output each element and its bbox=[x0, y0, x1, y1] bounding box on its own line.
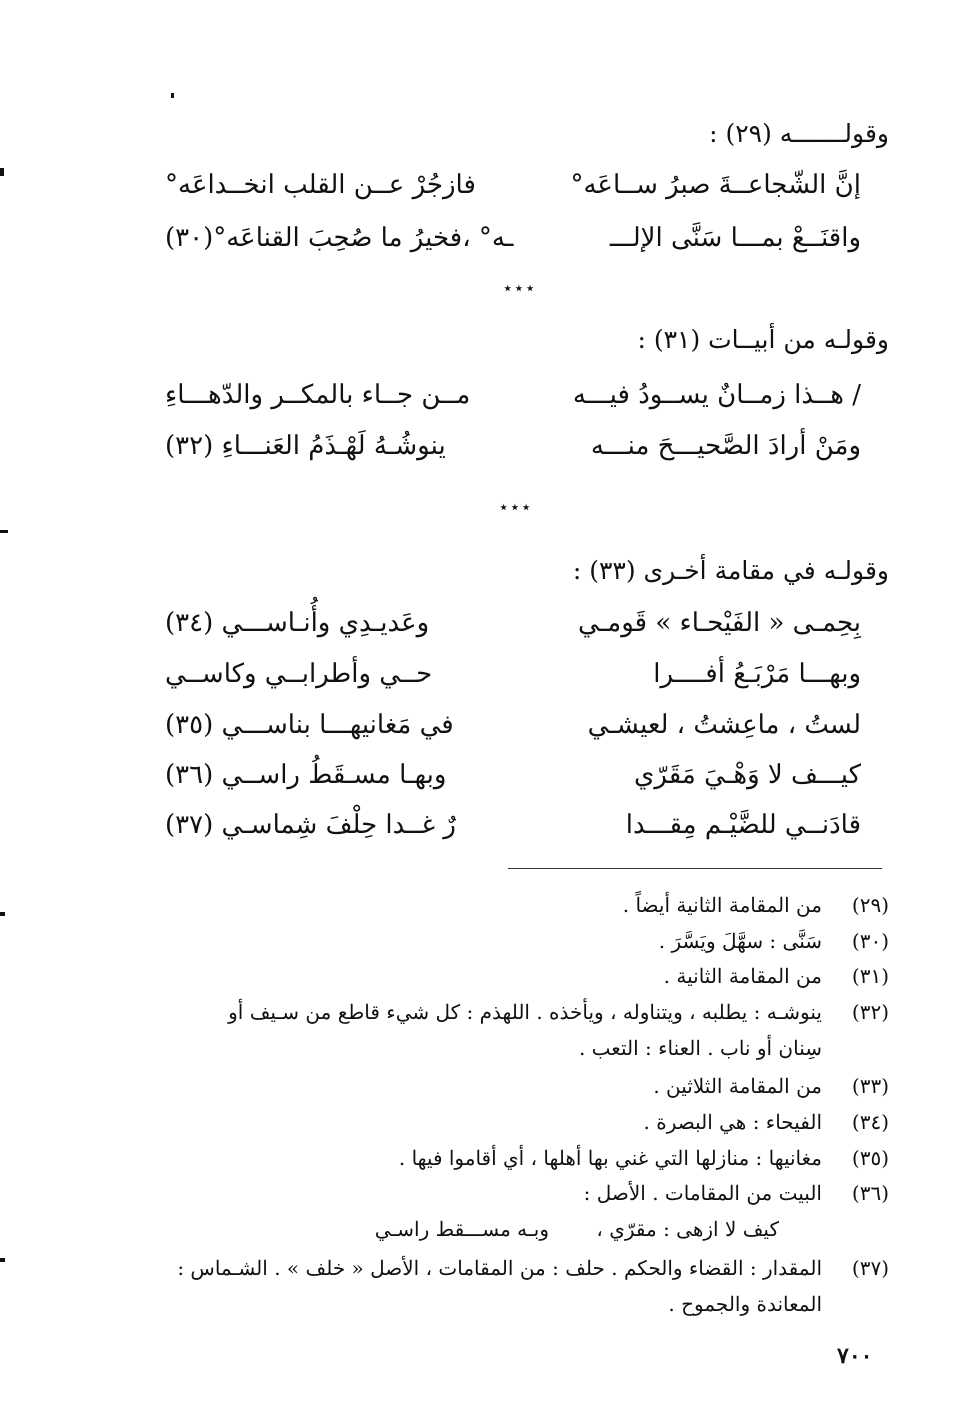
scan-mark bbox=[0, 1258, 5, 1262]
footnote-text: المقدار : القضاء والحكم . حلف : من المقامات ، الأصل « خلف » . الشـماس : bbox=[177, 1256, 822, 1280]
footnote-number: (٢٩) bbox=[851, 893, 889, 917]
footnote bbox=[134, 1068, 889, 1104]
footnote bbox=[134, 994, 889, 1066]
footnote bbox=[134, 1140, 889, 1176]
footnote-separator bbox=[508, 868, 882, 869]
verse-line bbox=[165, 803, 889, 847]
scan-mark bbox=[171, 93, 174, 98]
footnote-number: (٣٧) bbox=[851, 1256, 889, 1280]
poem-intro: وقولـه في مقامة أخـرى (٣٣) : bbox=[572, 556, 889, 585]
footnote-number: (٣٦) bbox=[851, 1181, 889, 1205]
footnote bbox=[134, 958, 889, 994]
verse-second-hemistich: رٌ غــدا حِلْفَ شِماسـي (٣٧) bbox=[165, 810, 456, 840]
verse-second-hemistich: حــي وأطرابــي وكاســي bbox=[165, 659, 433, 689]
verse-first-hemistich: إنَّ الشّجاعــةَ صبرُ ســاعَه° bbox=[570, 170, 861, 200]
verse-first-hemistich: ومَنْ أرادَ الصَّحيـــحَ منـــه bbox=[590, 431, 861, 461]
verse-line bbox=[165, 753, 889, 797]
footnote-text-continued: سِنان أو ناب . العناء : التعب . bbox=[578, 1036, 822, 1060]
footnote-text: البيت من المقامات . الأصل : bbox=[583, 1181, 822, 1205]
poem-intro: وقولـه من أبيــات (٣١) : bbox=[637, 325, 889, 354]
verse-second-hemistich: ـه° ،فخيرُ ما صُحِبَ القناعَه°(٣٠) bbox=[165, 223, 514, 253]
footnote-number: (٣٣) bbox=[851, 1074, 889, 1098]
verse-second-hemistich: ينوشُـهُ لَهْـذَمُ العَنـــاءِ (٣٢) bbox=[165, 431, 446, 461]
verse-first-hemistich: كيـــف لا وَهْـيَ مَقَرّي bbox=[634, 760, 861, 790]
section-divider-stars: ⋆⋆⋆ bbox=[498, 497, 532, 518]
footnote-text: من المقامة الثلاثين . bbox=[653, 1074, 822, 1098]
footnote-text: من المقامة الثانية أيضاً . bbox=[622, 893, 822, 917]
footnote-number: (٣١) bbox=[851, 964, 889, 988]
verse-line bbox=[165, 424, 889, 468]
verse-second-hemistich: في مَغانيهـــا بناســـي (٣٥) bbox=[165, 710, 454, 740]
verse-second-hemistich: مــن جــاء بالمكــر والدّهـــاءِ bbox=[165, 380, 471, 410]
verse-first-hemistich: واقنَــعْ بمـــا سَنَّى الإلـــ bbox=[609, 223, 861, 253]
verse-line bbox=[165, 652, 889, 696]
verse-line bbox=[165, 703, 889, 747]
footnote-number: (٣٠) bbox=[851, 929, 889, 953]
footnote-text: مغانيها : منازلها التي غني بها أهلها ، أي أقاموا فيها . bbox=[398, 1146, 822, 1170]
footnote bbox=[134, 923, 889, 959]
scan-mark bbox=[0, 168, 4, 176]
verse-second-hemistich: فازجُرْ عــن القلب انخــداعَه° bbox=[165, 170, 476, 200]
footnote bbox=[134, 887, 889, 923]
verse-first-hemistich: بِحِمـى « الفَيْحـاء » قَومـي bbox=[578, 608, 861, 638]
verse-first-hemistich: قادَنــي للضَّيْـم مِقـــدا bbox=[625, 810, 861, 840]
footnote-text: الفيحاء : هي البصرة . bbox=[643, 1110, 822, 1134]
page-number: ٧٠٠ bbox=[837, 1343, 873, 1369]
verse-line bbox=[165, 601, 889, 645]
footnote bbox=[134, 1104, 889, 1140]
poem-intro: وقولـــــــه (٢٩) : bbox=[709, 119, 889, 148]
quoted-first-hemistich: كيف لا ازهى : مقرّي ، bbox=[596, 1217, 779, 1241]
verse-line bbox=[165, 373, 889, 417]
verse-line bbox=[165, 216, 889, 260]
footnote bbox=[134, 1250, 889, 1322]
verse-second-hemistich: وعَديـدِي وأُنـاســـي (٣٤) bbox=[165, 608, 430, 638]
scan-mark bbox=[0, 912, 5, 916]
footnote-number: (٣٤) bbox=[851, 1110, 889, 1134]
verse-second-hemistich: وبهـا مسـقَطُ راســي (٣٦) bbox=[165, 760, 447, 790]
verse-first-hemistich: وبهـــا مَرْبَـعُ أفــــرا bbox=[653, 659, 861, 689]
quoted-second-hemistich: وبـه مســـقط راسـي bbox=[374, 1217, 549, 1241]
footnote-text: سَنَّى : سهَّلَ ويَسَّرَ . bbox=[658, 929, 822, 953]
verse-first-hemistich: / هــذا زمــانٌ يســودُ فيـــه bbox=[572, 380, 861, 410]
verse-line bbox=[165, 163, 889, 207]
footnote bbox=[134, 1175, 889, 1247]
section-divider-stars: ⋆⋆⋆ bbox=[502, 278, 536, 299]
footnote-number: (٣٢) bbox=[851, 1000, 889, 1024]
footnote-text-continued: المعاندة والجموح . bbox=[668, 1292, 822, 1316]
footnote-quoted-verse bbox=[134, 1211, 889, 1247]
footnote-number: (٣٥) bbox=[851, 1146, 889, 1170]
footnote-text: من المقامة الثانية . bbox=[663, 964, 822, 988]
verse-first-hemistich: لستُ ، ماعِشتُ ، لعيشـي bbox=[587, 710, 861, 740]
scan-mark bbox=[0, 530, 8, 533]
footnote-text: ينوشـه : يطلبه ، ويتناوله ، ويأخذه . اللهذم : كل شيء قاطع من سـيف أو bbox=[228, 1000, 822, 1024]
